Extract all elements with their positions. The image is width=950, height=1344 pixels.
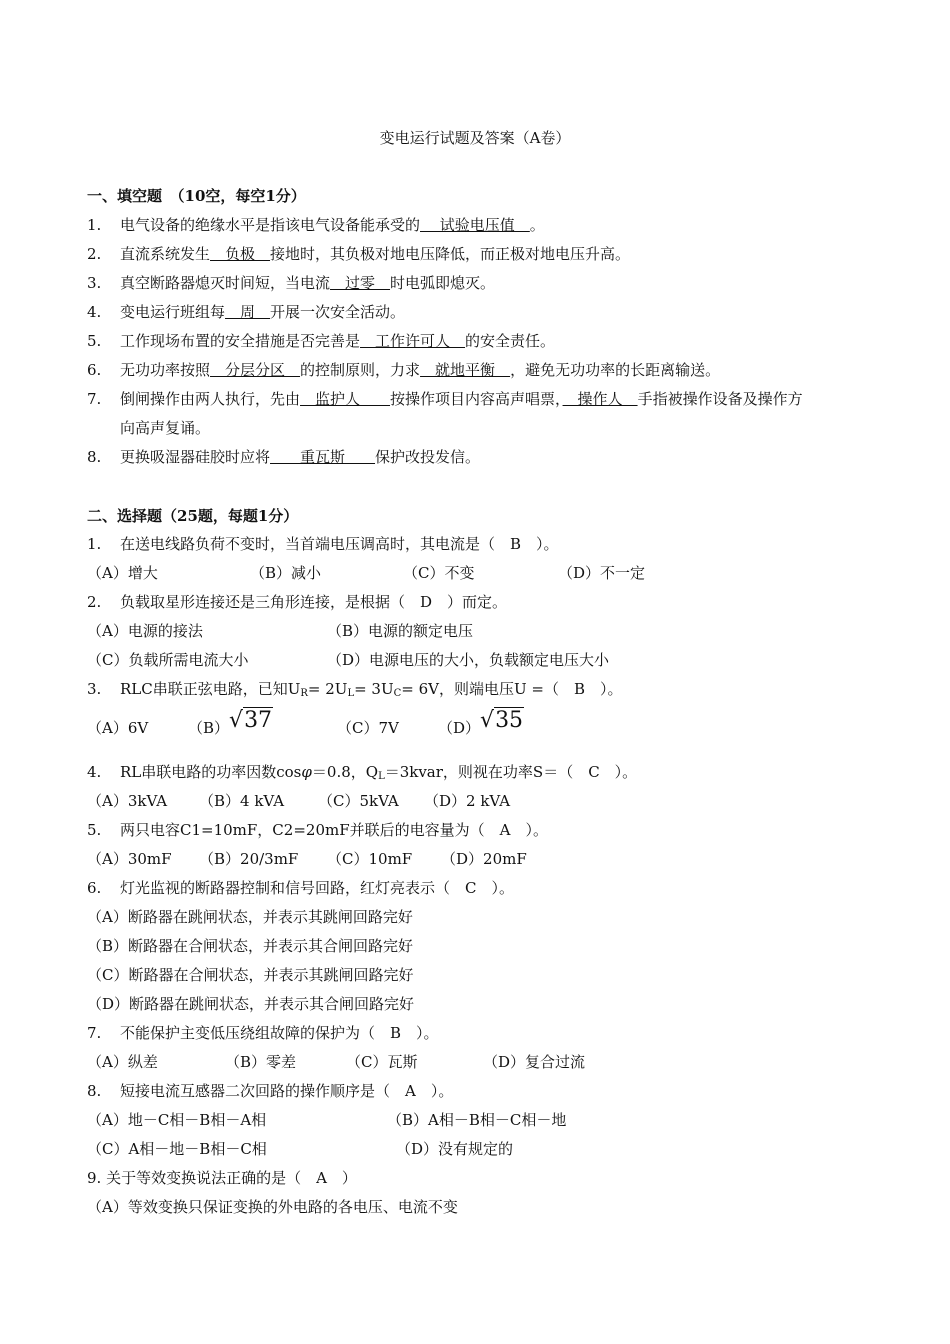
document-title: 变电运行试题及答案（A卷） — [379, 129, 571, 147]
answer-blank: 周 — [225, 303, 271, 321]
answer-blank: 负极 — [210, 245, 271, 263]
choice-question-6: 6. 灯光监视的断路器控制和信号回路，红灯亮表示（ C ）。 — [87, 879, 514, 897]
fill-item-7: 7. 倒闸操作由两人执行，先由 监护人 按操作项目内容高声唱票， 操作人 手指被操作设备及操作方 — [87, 390, 803, 408]
fill-item-7-continued: 向高声复诵。 — [120, 419, 211, 437]
answer-blank: 监护人 — [300, 390, 391, 408]
q5-option-a: （A）30mF — [87, 850, 172, 868]
q7-option-b: （B）零差 — [225, 1053, 297, 1071]
q1-option-d: （D）不一定 — [558, 564, 646, 582]
answer-blank: 重瓦斯 — [270, 448, 376, 466]
fill-item-5: 5. 工作现场布置的安全措施是否完善是 工作许可人 的安全责任。 — [87, 332, 556, 350]
answer-blank: 就地平衡 — [420, 361, 511, 379]
q2-option-a: （A）电源的接法 — [87, 622, 203, 640]
choice-question-5: 5. 两只电容C1=10mF，C2=20mF并联后的电容量为（ A ）。 — [87, 821, 548, 839]
q8-option-a: （A）地－C相－B相－A相 — [87, 1111, 267, 1129]
answer-blank: 操作人 — [562, 390, 638, 408]
answer-blank: 分层分区 — [210, 361, 301, 379]
q8-option-c: （C）A相－地－B相－C相 — [87, 1140, 267, 1158]
section-heading-fill-blank: 一、填空题 （10空，每空1分） — [87, 187, 306, 205]
q8-option-b: （B）A相－B相－C相－地 — [387, 1111, 567, 1129]
choice-question-2: 2. 负载取星形连接还是三角形连接，是根据（ D ）而定。 — [87, 593, 508, 611]
q5-option-d: （D）20mF — [441, 850, 527, 868]
fill-item-4: 4. 变电运行班组每 周 开展一次安全活动。 — [87, 303, 406, 321]
q3-option-d: （D）√35 — [438, 708, 524, 737]
q5-option-c: （C）10mF — [327, 850, 413, 868]
q6-option-b: （B）断路器在合闸状态，并表示其合闸回路完好 — [87, 937, 414, 955]
choice-question-4: 4. RL串联电路的功率因数cosφ＝0.8，$Q_L=3kvar$，则视在功率S＝（ C ）。 — [87, 763, 638, 782]
answer-blank: 过零 — [330, 274, 391, 292]
q2-option-c: （C）负载所需电流大小 — [87, 651, 249, 669]
q4-option-b: （B）4 kVA — [199, 792, 285, 810]
q4-option-c: （C）5kVA — [318, 792, 399, 810]
choice-question-9: 9. 关于等效变换说法正确的是（ A ） — [87, 1169, 357, 1187]
q5-option-b: （B）20/3mF — [199, 850, 299, 868]
q4-option-d: （D）2 kVA — [424, 792, 511, 810]
q1-option-a: （A）增大 — [87, 564, 158, 582]
q6-option-d: （D）断路器在跳闸状态，并表示其合闸回路完好 — [87, 995, 415, 1013]
q7-option-a: （A）纵差 — [87, 1053, 158, 1071]
q1-option-c: （C）不变 — [403, 564, 475, 582]
q2-option-d: （D）电源电压的大小，负载额定电压大小 — [327, 651, 610, 669]
q9-option-a: （A）等效变换只保证变换的外电路的各电压、电流不变 — [87, 1198, 458, 1216]
section-heading-choice: 二、选择题（25题，每题1分） — [87, 507, 299, 525]
q7-option-d: （D）复合过流 — [483, 1053, 586, 1071]
q8-option-d: （D）没有规定的 — [396, 1140, 514, 1158]
q3-option-b: （B）√37 — [188, 708, 273, 737]
choice-question-1: 1. 在送电线路负荷不变时，当首端电压调高时，其电流是（ B ）。 — [87, 535, 559, 553]
q3-option-a: （A）6V — [87, 719, 149, 737]
fill-item-3: 3. 真空断路器熄灭时间短，当电流 过零 时电弧即熄灭。 — [87, 274, 496, 292]
answer-blank: 试验电压值 — [420, 216, 530, 234]
fill-item-1: 1. 电气设备的绝缘水平是指该电气设备能承受的 试验电压值 。 — [87, 216, 545, 234]
answer-blank: 工作许可人 — [360, 332, 466, 350]
choice-question-7: 7. 不能保护主变低压绕组故障的保护为（ B ）。 — [87, 1024, 439, 1042]
fill-item-6: 6. 无功功率按照 分层分区 的控制原则，力求 就地平衡 ，避免无功功率的长距离输送。 — [87, 361, 721, 379]
q6-option-c: （C）断路器在合闸状态，并表示其跳闸回路完好 — [87, 966, 414, 984]
sqrt-37: √37 — [229, 708, 273, 733]
choice-question-8: 8. 短接电流互感器二次回路的操作顺序是（ A ）。 — [87, 1082, 454, 1100]
fill-item-8: 8. 更换吸湿器硅胶时应将 重瓦斯 保护改投发信。 — [87, 448, 481, 466]
q3-option-c: （C）7V — [337, 719, 399, 737]
q1-option-b: （B）减小 — [250, 564, 322, 582]
q2-option-b: （B）电源的额定电压 — [327, 622, 474, 640]
q4-option-a: （A）3kVA — [87, 792, 168, 810]
choice-question-3: 3. RLC串联正弦电路，已知$U_R= 2U_L= 3U_C= 6V$，则端电压U =（ B ）。 — [87, 680, 623, 699]
q7-option-c: （C）瓦斯 — [346, 1053, 418, 1071]
q6-option-a: （A）断路器在跳闸状态，并表示其跳闸回路完好 — [87, 908, 413, 926]
sqrt-35: √35 — [480, 708, 524, 733]
fill-item-2: 2. 直流系统发生 负极 接地时，其负极对地电压降低，而正极对地电压升高。 — [87, 245, 631, 263]
